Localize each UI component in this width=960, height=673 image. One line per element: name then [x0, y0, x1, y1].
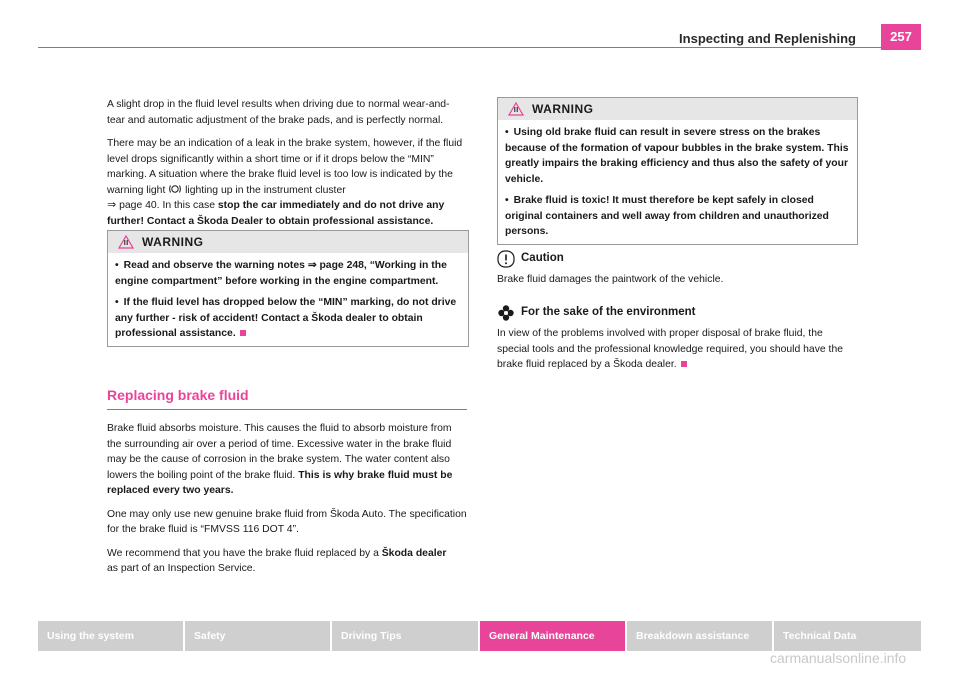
warning-item: • Using old brake fluid can result in severe stress on the brakes because of the formation of vapour bubbles in the brake system. This greatly impairs the braking efficiency and thus also the safety of your vehicle.: [505, 127, 849, 185]
watermark: carmanualsonline.info: [770, 650, 907, 666]
paragraph-leak-indication: There may be an indication of a leak in the brake system, however, if the fluid level drops significantly within a short time or if it drops below the “MIN” marking. A situation where the brake fluid level is too low is indicated by the warning light lighting up in the instrument cluster ⇒ page 40. In this case stop the car immediately and do not drive any further! Contact a Škoda Dealer to obtain professional assistance.: [107, 138, 463, 227]
paragraph-moisture: Brake fluid absorbs moisture. This causes the fluid to absorb moisture from the surrounding air over a period of time. Excessive water in the brake fluid may be the cause of corrosion in the brake system. The water content also lowers the boiling point of the brake fluid. This is why brake fluid must be replaced every two years.: [107, 423, 453, 496]
caution-text: Brake fluid damages the paintwork of the vehicle.: [497, 274, 724, 285]
warning-header: [498, 98, 857, 120]
tab-breakdown-assistance[interactable]: Breakdown assistance: [627, 621, 774, 651]
warning-heading: WARNING: [532, 102, 594, 116]
warning-box-old-fluid: [497, 97, 858, 245]
end-marker: [681, 361, 687, 367]
caution-heading: Caution: [521, 252, 564, 265]
environment-note: [497, 304, 857, 381]
tab-general-maintenance[interactable]: General Maintenance: [480, 621, 627, 651]
exclamation-circle-icon: [497, 250, 515, 268]
warning-header: [108, 231, 468, 253]
footer-nav: [38, 621, 921, 651]
warning-triangle-icon: [118, 235, 134, 249]
warning-box-level: [107, 230, 469, 347]
flower-icon: [497, 304, 515, 322]
tab-driving-tips[interactable]: Driving Tips: [332, 621, 480, 651]
warning-triangle-icon: [508, 102, 524, 116]
page-ref-arrow: ⇒: [107, 199, 117, 211]
paragraph-recommendation: We recommend that you have the brake fluid replaced by a Škoda dealer as part of an Inspection Service.: [107, 547, 447, 574]
tab-safety[interactable]: Safety: [185, 621, 332, 651]
page-number: 257: [881, 24, 921, 50]
left-column-lower: [107, 421, 467, 585]
end-marker: [240, 330, 246, 336]
warning-heading: WARNING: [142, 235, 204, 249]
environment-text: In view of the problems involved with proper disposal of brake fluid, the special tools and the professional knowledge required, you should have the brake fluid replaced by a Škoda dealer.: [497, 328, 844, 370]
warning-item: • Brake fluid is toxic! It must therefore be kept safely in closed original containers and well away from children and unauthorized persons.: [505, 195, 829, 237]
caution-note: [497, 250, 857, 296]
tab-using-the-system[interactable]: Using the system: [38, 621, 185, 651]
paragraph-normal-drop: A slight drop in the fluid level results when driving due to normal wear-and-tear and automatic adjustment of the brake pads, and is perfectly normal.: [107, 99, 450, 126]
left-column: [107, 97, 467, 237]
header-rule: [38, 47, 881, 48]
brake-warning-light-icon: [168, 184, 182, 194]
warning-item: • Read and observe the warning notes ⇒ page 248, “Working in the engine compartment” before working in the engine compartment.: [115, 260, 447, 287]
tab-technical-data[interactable]: Technical Data: [774, 621, 921, 651]
environment-heading: For the sake of the environment: [521, 306, 696, 319]
section-heading: Replacing brake fluid: [107, 387, 467, 410]
chapter-title: Inspecting and Replenishing: [679, 31, 856, 46]
warning-item: • If the fluid level has dropped below the “MIN” marking, do not drive any further - risk of accident! Contact a Škoda dealer to obtain professional assistance.: [115, 297, 457, 339]
paragraph-specification: One may only use new genuine brake fluid from Škoda Auto. The specification for the brake fluid is “FMVSS 116 DOT 4”.: [107, 508, 467, 535]
